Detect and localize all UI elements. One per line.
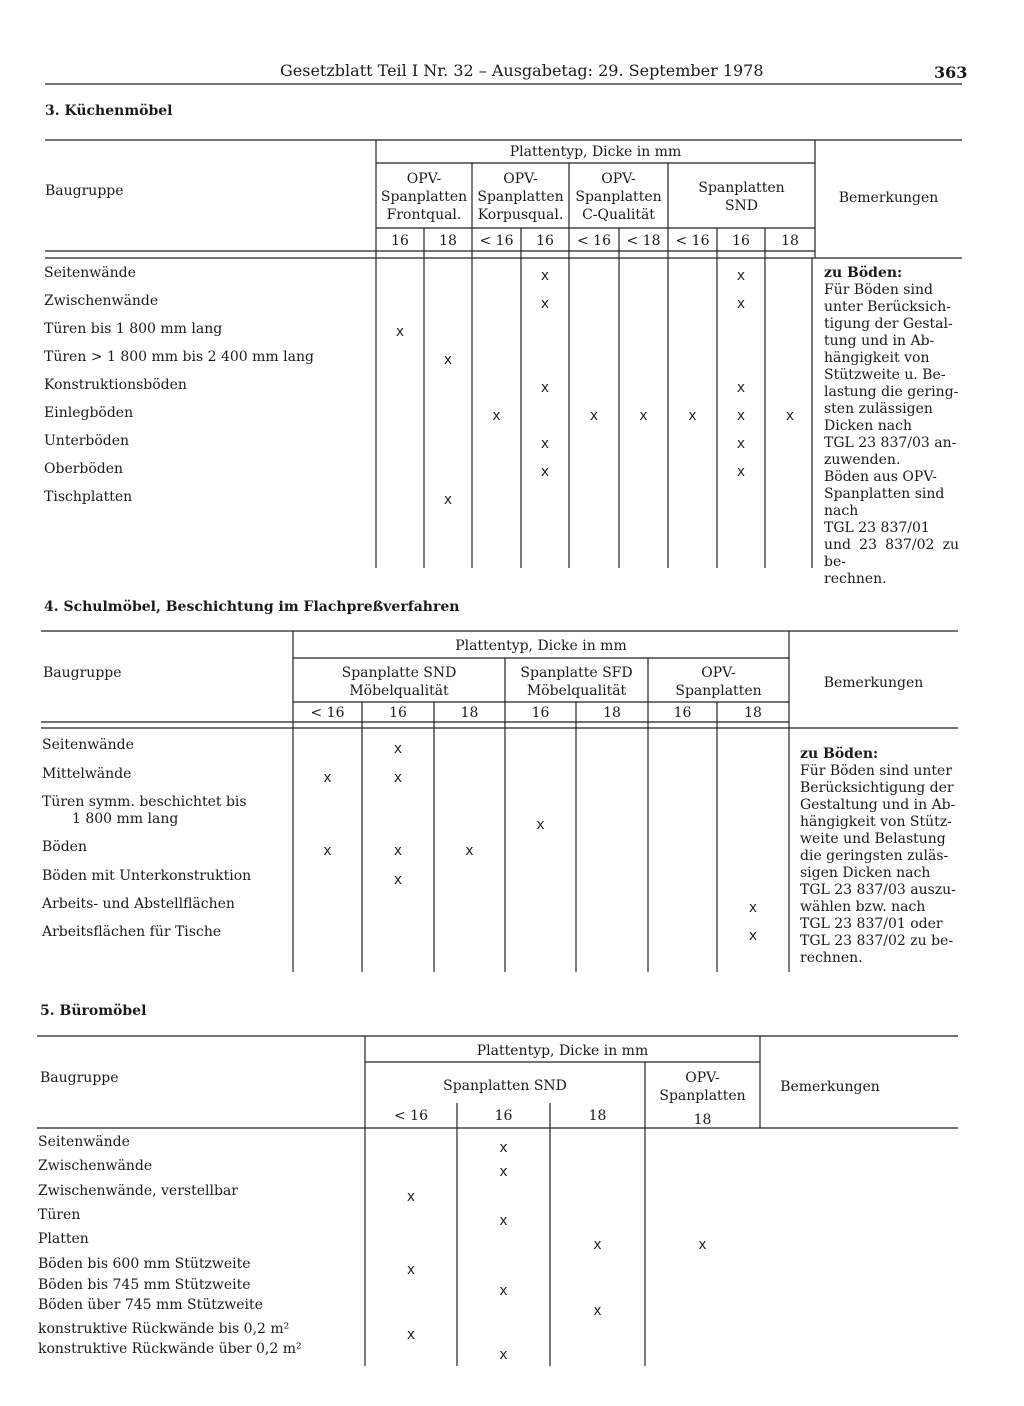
s4-mark: x bbox=[393, 843, 403, 859]
s4-mark: x bbox=[393, 872, 403, 888]
s3-mark: x bbox=[736, 268, 746, 284]
s3-mark: x bbox=[736, 380, 746, 396]
s3-mark: x bbox=[540, 464, 550, 480]
s3-row-label: Türen > 1 800 mm bis 2 400 mm lang bbox=[44, 349, 314, 365]
s3-sub-header-3: 16 bbox=[536, 233, 554, 249]
s4-remark-line: TGL 23 837/01 oder bbox=[800, 916, 943, 932]
s3-sub-header-0: 16 bbox=[391, 233, 409, 249]
s3-sub-header-5: < 18 bbox=[626, 233, 661, 249]
s3-group-2-line-2: Spanplatten bbox=[575, 189, 662, 205]
s5-group-1-line-2: Spanplatten bbox=[659, 1088, 746, 1104]
s4-row-label: Böden mit Unterkonstruktion bbox=[42, 868, 252, 884]
s4-sub-header-4: 18 bbox=[603, 705, 621, 721]
s3-row-label: Seitenwände bbox=[44, 265, 136, 281]
s3-row-label: Oberböden bbox=[44, 461, 124, 477]
s4-remarks bbox=[800, 746, 956, 967]
s4-mark: x bbox=[748, 900, 758, 916]
s5-sub-header-0: < 16 bbox=[394, 1108, 428, 1124]
s5-row-label: konstruktive Rückwände bis 0,2 m² bbox=[38, 1321, 290, 1337]
s3-remark-line: und 23 837/02 zu be- bbox=[824, 537, 959, 570]
s3-mark: x bbox=[540, 296, 550, 312]
s3-mark: x bbox=[736, 464, 746, 480]
s3-sub-header-7: 16 bbox=[732, 233, 750, 249]
s3-group-0-line-1: OPV- bbox=[406, 171, 442, 187]
s4-mark: x bbox=[393, 770, 403, 786]
s4-remark-line: TGL 23 837/03 auszu- bbox=[800, 882, 956, 898]
s3-mark: x bbox=[443, 492, 453, 508]
s5-mark: x bbox=[499, 1213, 508, 1229]
s4-remark-line: weite und Belastung bbox=[800, 831, 946, 847]
s3-mark: x bbox=[395, 324, 405, 340]
s3-mark: x bbox=[492, 408, 501, 424]
s3-remark-line: tigung der Gestal- bbox=[824, 316, 953, 332]
s5-mark: x bbox=[593, 1303, 602, 1319]
s5-row-label: Böden über 745 mm Stützweite bbox=[38, 1297, 263, 1313]
section-3-title: 3. Küchenmöbel bbox=[45, 103, 173, 119]
s4-sub-header-0: < 16 bbox=[310, 705, 345, 721]
s4-group-2-line-1: OPV- bbox=[701, 665, 736, 681]
s4-remark-line: die geringsten zuläs- bbox=[800, 848, 949, 864]
s4-group-2-line-2: Spanplatten bbox=[675, 683, 762, 699]
s3-sub-header-8: 18 bbox=[781, 233, 799, 249]
s3-mark: x bbox=[688, 408, 697, 424]
s3-mark: x bbox=[589, 408, 599, 424]
s3-remark-line: Böden aus OPV- bbox=[824, 469, 937, 485]
s3-remark-line: sten zulässigen bbox=[824, 401, 933, 417]
s3-mark: x bbox=[540, 268, 550, 284]
section-4-title: 4. Schulmöbel, Beschichtung im Flachpreßverfahren bbox=[44, 599, 460, 615]
s3-group-2-line-1: OPV- bbox=[601, 171, 636, 187]
page-header-title: Gesetzblatt Teil I Nr. 32 – Ausgabetag: 29. September 1978 bbox=[280, 61, 764, 80]
s4-group-1-line-1: Spanplatte SFD bbox=[520, 665, 633, 681]
s5-row-label: Seitenwände bbox=[38, 1134, 130, 1150]
s3-row-label: Konstruktionsböden bbox=[44, 377, 187, 393]
s4-row-label-cont: 1 800 mm lang bbox=[72, 811, 179, 827]
s4-sub-header-3: 16 bbox=[531, 705, 550, 721]
s5-mark: x bbox=[593, 1237, 602, 1253]
s3-row-label: Unterböden bbox=[44, 433, 130, 449]
s5-row-label: Türen bbox=[38, 1207, 81, 1223]
s4-remark-line: Gestaltung und in Ab- bbox=[800, 797, 956, 813]
s3-remark-title: zu Böden: bbox=[824, 265, 903, 281]
s3-remarks bbox=[824, 265, 959, 588]
s5-group-0-line-1: Spanplatten SND bbox=[443, 1078, 567, 1094]
s4-remark-line: wählen bzw. nach bbox=[800, 899, 926, 915]
s3-mark: x bbox=[443, 352, 453, 368]
s4-group-0-line-1: Spanplatte SND bbox=[341, 665, 457, 681]
s4-mark: x bbox=[748, 928, 758, 944]
s3-row-label: Zwischenwände bbox=[44, 293, 159, 309]
s4-sub-header-2: 18 bbox=[460, 705, 479, 721]
s5-mark: x bbox=[698, 1237, 707, 1253]
s4-remark-line: rechnen. bbox=[800, 950, 863, 966]
s3-mark: x bbox=[736, 408, 746, 424]
s3-mark: x bbox=[540, 436, 550, 452]
s3-sub-header-4: < 16 bbox=[577, 233, 611, 249]
s5-baugruppe-header: Baugruppe bbox=[40, 1070, 119, 1086]
s5-row-label: Böden bis 600 mm Stützweite bbox=[38, 1256, 251, 1272]
s3-row-label: Tischplatten bbox=[44, 489, 133, 505]
s4-mark: x bbox=[393, 741, 403, 757]
s3-mark: x bbox=[639, 408, 648, 424]
s5-row-label: Böden bis 745 mm Stützweite bbox=[38, 1277, 251, 1293]
s3-remark-line: Dicken nach bbox=[824, 418, 912, 434]
s3-remark-line: tung und in Ab- bbox=[824, 333, 935, 349]
s5-group-1-line-1: OPV- bbox=[685, 1070, 720, 1086]
s4-row-label: Böden bbox=[42, 839, 87, 855]
s4-remark-line: Für Böden sind unter bbox=[800, 763, 953, 779]
s3-bemerkungen-header: Bemerkungen bbox=[838, 190, 939, 206]
s5-mark: x bbox=[499, 1347, 508, 1363]
s5-mark: x bbox=[499, 1164, 508, 1180]
s3-remark-line: TGL 23 837/01 bbox=[824, 520, 930, 536]
s3-group-0-line-3: Frontqual. bbox=[386, 207, 462, 223]
s3-row-label: Einlegböden bbox=[44, 405, 134, 421]
s3-mark: x bbox=[785, 408, 795, 424]
section-5-title: 5. Büromöbel bbox=[40, 1003, 147, 1019]
s3-sub-header-1: 18 bbox=[439, 233, 457, 249]
s3-mark: x bbox=[540, 380, 550, 396]
s4-remark-line: hängigkeit von Stütz- bbox=[800, 814, 952, 830]
s4-mark: x bbox=[323, 770, 332, 786]
s3-remark-line: nach bbox=[824, 503, 859, 519]
s3-sub-header-2: < 16 bbox=[479, 233, 514, 249]
s4-sub-header-5: 16 bbox=[673, 705, 692, 721]
s3-group-0-line-2: Spanplatten bbox=[380, 189, 468, 205]
s4-sub-header-6: 18 bbox=[744, 705, 762, 721]
s3-group-1-line-3: Korpusqual. bbox=[477, 207, 564, 223]
s3-remark-line: Stützweite u. Be- bbox=[824, 367, 946, 383]
s4-row-label: Seitenwände bbox=[42, 737, 134, 753]
s4-remark-line: Berücksichtigung der bbox=[800, 780, 954, 796]
s4-bemerkungen-header: Bemerkungen bbox=[823, 675, 924, 691]
s4-group-0-line-2: Möbelqualität bbox=[349, 683, 449, 699]
s4-mark: x bbox=[465, 843, 474, 859]
s4-baugruppe-header: Baugruppe bbox=[43, 665, 122, 681]
s3-mark: x bbox=[736, 296, 746, 312]
s4-mark: x bbox=[536, 817, 545, 833]
s5-sub-header-1: 16 bbox=[494, 1108, 513, 1124]
s4-row-label: Arbeitsflächen für Tische bbox=[42, 924, 222, 940]
s5-mark: x bbox=[499, 1283, 508, 1299]
s3-group-3-line-1: Spanplatten bbox=[698, 180, 785, 196]
s4-remark-line: TGL 23 837/02 zu be- bbox=[800, 933, 954, 949]
s5-mark: x bbox=[406, 1327, 416, 1343]
s3-remark-line: zuwenden. bbox=[824, 452, 901, 468]
s5-bemerkungen-header: Bemerkungen bbox=[780, 1079, 880, 1095]
s5-row-label: konstruktive Rückwände über 0,2 m² bbox=[38, 1341, 302, 1357]
s3-remark-line: unter Berücksich- bbox=[824, 299, 951, 315]
s3-plattentyp-header: Plattentyp, Dicke in mm bbox=[509, 144, 682, 160]
s3-mark: x bbox=[736, 436, 746, 452]
s4-mark: x bbox=[323, 843, 332, 859]
s4-plattentyp-header: Plattentyp, Dicke in mm bbox=[455, 638, 627, 654]
s3-remark-line: rechnen. bbox=[824, 571, 887, 587]
s4-group-1-line-2: Möbelqualität bbox=[526, 683, 627, 699]
s3-group-1-line-2: Spanplatten bbox=[477, 189, 564, 205]
s3-remark-line: TGL 23 837/03 an- bbox=[824, 435, 957, 451]
s3-baugruppe-header: Baugruppe bbox=[45, 183, 124, 199]
s5-row-label: Zwischenwände, verstellbar bbox=[38, 1183, 238, 1199]
s4-sub-header-1: 16 bbox=[389, 705, 407, 721]
s5-plattentyp-header: Plattentyp, Dicke in mm bbox=[476, 1043, 649, 1059]
s4-row-label: Arbeits- und Abstellflächen bbox=[42, 896, 235, 912]
s4-remark-line: sigen Dicken nach bbox=[800, 865, 931, 881]
s3-remark-line: lastung die gering- bbox=[824, 384, 959, 400]
s3-remark-line: Für Böden sind bbox=[824, 282, 933, 298]
s3-remark-line: Spanplatten sind bbox=[824, 486, 945, 502]
s4-row-label: Mittelwände bbox=[42, 766, 132, 782]
s5-row-label: Platten bbox=[38, 1231, 89, 1247]
s5-mark: x bbox=[499, 1140, 508, 1156]
s3-sub-header-6: < 16 bbox=[675, 233, 710, 249]
s4-row-label: Türen symm. beschichtet bis bbox=[42, 794, 247, 810]
page-number: 363 bbox=[934, 63, 968, 82]
s5-sub-header-3: 18 bbox=[693, 1112, 712, 1128]
s4-remark-title: zu Böden: bbox=[800, 746, 879, 762]
s5-mark: x bbox=[406, 1262, 416, 1278]
s3-group-1-line-1: OPV- bbox=[503, 171, 538, 187]
s5-row-label: Zwischenwände bbox=[38, 1158, 153, 1174]
s3-group-2-line-3: C-Qualität bbox=[582, 207, 655, 223]
s3-row-label: Türen bis 1 800 mm lang bbox=[44, 321, 223, 337]
s3-remark-line: hängigkeit von bbox=[824, 350, 930, 366]
s5-sub-header-2: 18 bbox=[588, 1108, 607, 1124]
s5-mark: x bbox=[406, 1189, 416, 1205]
s3-group-3-line-2: SND bbox=[724, 198, 759, 214]
